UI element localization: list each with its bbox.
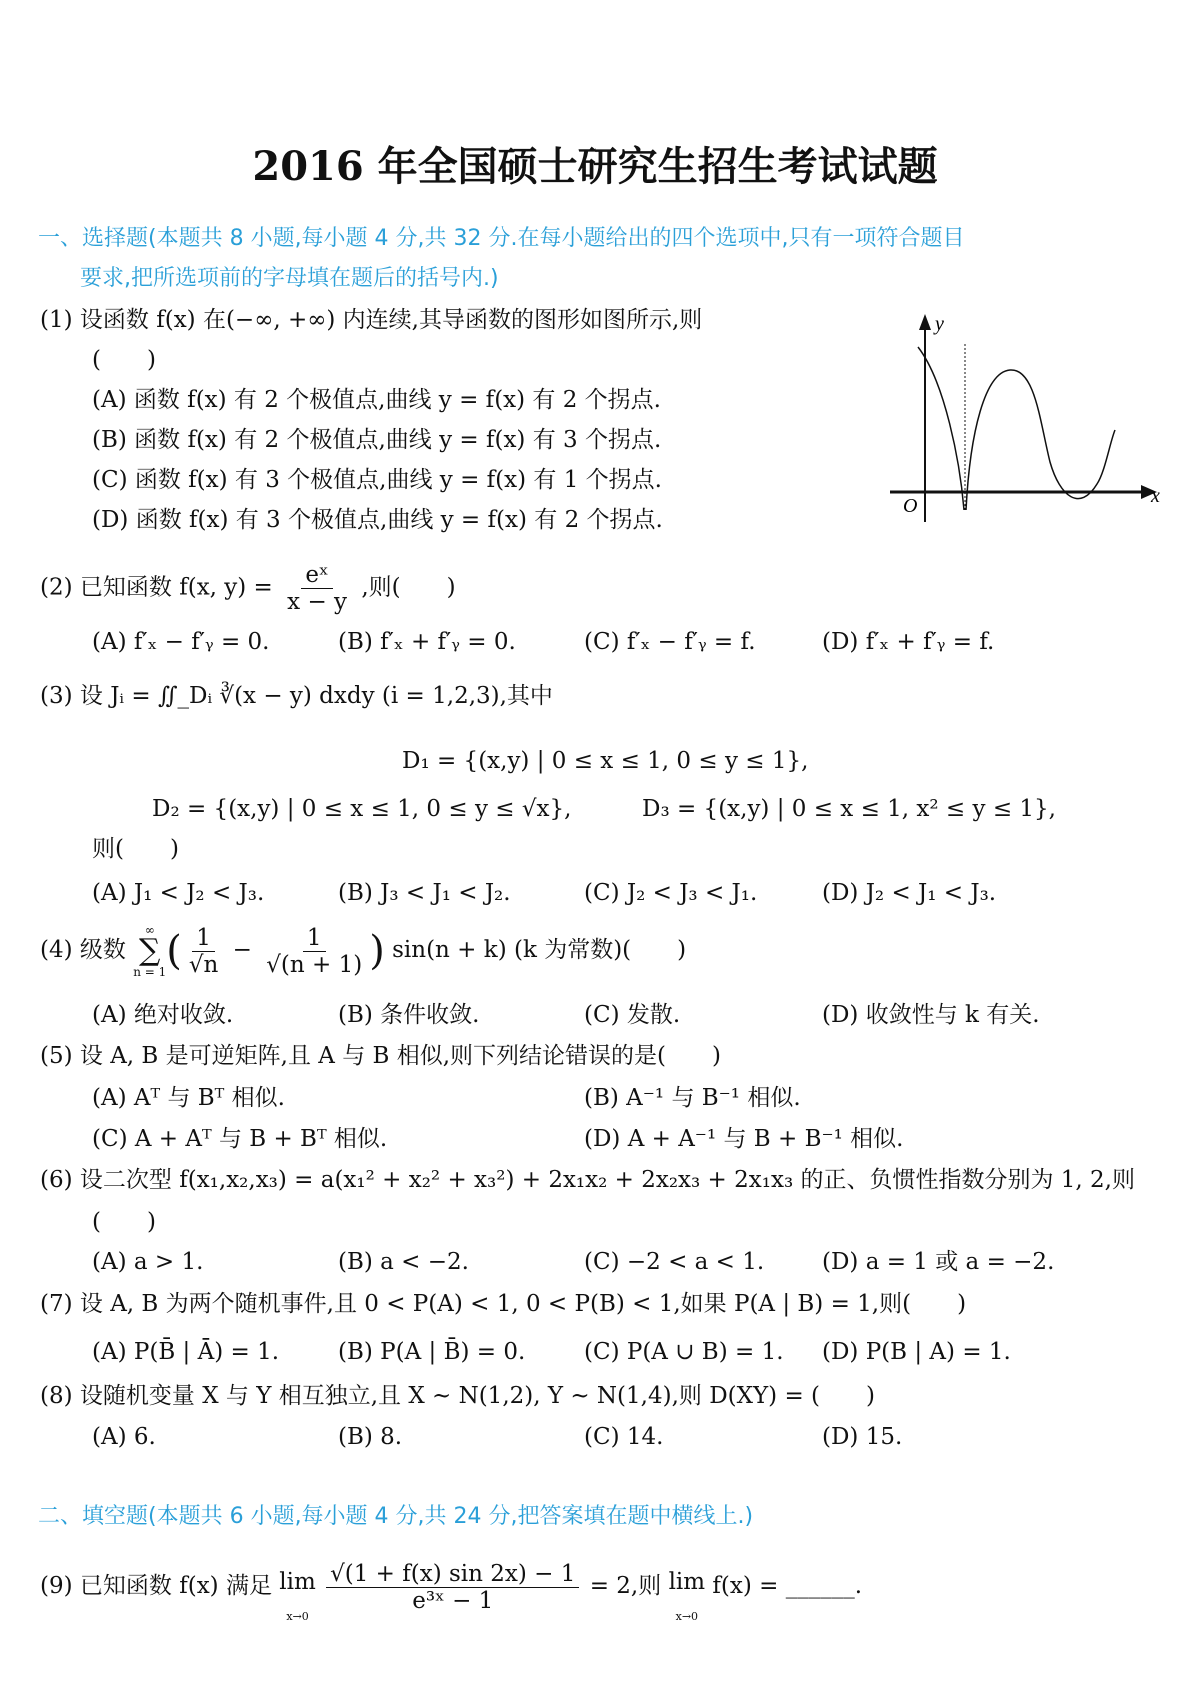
origin-label: O <box>903 495 918 517</box>
q8-option-b: (B) 8. <box>338 1424 403 1450</box>
q7-option-d: (D) P(B | A) = 1. <box>822 1339 1011 1365</box>
q8-option-c: (C) 14. <box>584 1424 664 1450</box>
q4-frac2-num: 1 <box>303 925 326 952</box>
q7-option-b: (B) P(A | B̄) = 0. <box>338 1339 526 1365</box>
q3-d2: D₂ = {(x,y) | 0 ≤ x ≤ 1, 0 ≤ y ≤ √x}, <box>152 796 572 822</box>
q2-fraction <box>283 562 351 615</box>
q2-suffix: ,则( ) <box>361 574 456 601</box>
x-axis-label: x <box>1151 485 1160 507</box>
page-title: 2016 年全国硕士研究生招生考试试题 <box>252 143 938 190</box>
q4-frac1-den: √n <box>188 951 219 978</box>
q9-fraction <box>326 1561 579 1614</box>
q1-option-a: (A) 函数 f(x) 有 2 个极值点,曲线 y = f(x) 有 2 个拐点. <box>92 387 661 413</box>
q2-option-d: (D) f′ₓ + f′ᵧ = f. <box>822 629 995 655</box>
derivative-graph <box>885 312 1165 532</box>
q4-suffix: sin(n + k) (k 为常数)( ) <box>392 937 687 963</box>
q8-stem: (8) 设随机变量 X 与 Y 相互独立,且 X ~ N(1,2), Y ~ N(1,4),则 D(XY) = ( ) <box>40 1383 875 1409</box>
q4-frac1 <box>185 925 222 978</box>
q1-option-d: (D) 函数 f(x) 有 3 个极值点,曲线 y = f(x) 有 2 个拐点. <box>92 507 663 533</box>
sum-upper: ∞ <box>144 923 155 937</box>
q6-answer-blank: ( ) <box>92 1209 156 1235</box>
q4-frac1-num: 1 <box>192 925 215 952</box>
q9-stem <box>40 1552 862 1622</box>
section1-heading: 一、选择题(本题共 8 小题,每小题 4 分,共 32 分.在每小题给出的四个选项中,只有一项符合题目 <box>38 226 965 251</box>
q9-limit2 <box>669 1552 706 1622</box>
section1-heading-cont: 要求,把所选项前的字母填在题后的括号内.) <box>80 266 499 291</box>
curve-right <box>966 370 1115 510</box>
q3-d1: D₁ = {(x,y) | 0 ≤ x ≤ 1, 0 ≤ y ≤ 1}, <box>402 748 809 774</box>
q9-numerator: √(1 + f(x) sin 2x) − 1 <box>326 1561 579 1588</box>
q3-option-a: (A) J₁ < J₂ < J₃. <box>92 880 265 906</box>
q4-summation: ∞ ∑ n = 1 <box>133 923 167 979</box>
q9-denominator: e³ˣ − 1 <box>412 1587 494 1614</box>
q4-prefix: (4) 级数 <box>40 937 126 963</box>
q7-option-a: (A) P(B̄ | Ā) = 1. <box>92 1339 280 1365</box>
q3-option-b: (B) J₃ < J₁ < J₂. <box>338 880 511 906</box>
q6-option-b: (B) a < −2. <box>338 1249 469 1275</box>
q2-prefix: (2) 已知函数 f(x, y) = <box>40 574 273 601</box>
q8-option-a: (A) 6. <box>92 1424 156 1450</box>
q2-option-b: (B) f′ₓ + f′ᵧ = 0. <box>338 629 516 655</box>
q5-option-c: (C) A + Aᵀ 与 B + Bᵀ 相似. <box>92 1126 388 1152</box>
q2-option-c: (C) f′ₓ − f′ᵧ = f. <box>584 629 756 655</box>
q4-option-d: (D) 收敛性与 k 有关. <box>822 1002 1040 1028</box>
q1-answer-blank: ( ) <box>92 347 156 373</box>
q8-option-d: (D) 15. <box>822 1424 903 1450</box>
q1-stem: (1) 设函数 f(x) 在(−∞, +∞) 内连续,其导函数的图形如图所示,则 <box>40 307 703 333</box>
y-axis-arrow-icon <box>919 314 931 330</box>
q7-stem: (7) 设 A, B 为两个随机事件,且 0 < P(A) < 1, 0 < P(B) < 1,如果 P(A | B) = 1,则( ) <box>40 1291 967 1317</box>
q4-option-a: (A) 绝对收敛. <box>92 1002 234 1028</box>
q9-mid: = 2,则 <box>589 1573 662 1599</box>
q2-numerator: eˣ <box>301 562 332 589</box>
q6-option-a: (A) a > 1. <box>92 1249 204 1275</box>
q2-stem <box>40 562 456 615</box>
q4-option-b: (B) 条件收敛. <box>338 1002 480 1028</box>
q4-option-c: (C) 发散. <box>584 1002 681 1028</box>
q5-option-a: (A) Aᵀ 与 Bᵀ 相似. <box>92 1085 285 1111</box>
q4-frac2 <box>262 925 366 978</box>
lim-sub: x→0 <box>675 1610 699 1623</box>
lim-label: lim <box>668 1569 706 1595</box>
q5-option-d: (D) A + A⁻¹ 与 B + B⁻¹ 相似. <box>584 1126 904 1152</box>
lim-sub: x→0 <box>286 1610 309 1623</box>
q2-option-a: (A) f′ₓ − f′ᵧ = 0. <box>92 629 270 655</box>
q3-stem: (3) 设 Jᵢ = ∬_Dᵢ ∛(x − y) dxdy (i = 1,2,3),其中 <box>40 683 553 709</box>
q4-stem: (4) 级数 ∞ ∑ n = 1 ( $\frac{1}{√n}$ − $\frac{1}{√(n + 1)}$ ) sin(n + k) (k 为常数)( ) <box>40 923 687 979</box>
q5-option-b: (B) A⁻¹ 与 B⁻¹ 相似. <box>584 1085 801 1111</box>
q6-stem: (6) 设二次型 f(x₁,x₂,x₃) = a(x₁² + x₂² + x₃²) + 2x₁x₂ + 2x₂x₃ + 2x₁x₃ 的正、负惯性指数分别为 1, 2,则 <box>40 1167 1135 1193</box>
q9-answer-blank[interactable]: f(x) = ______. <box>712 1573 863 1599</box>
q6-option-c: (C) −2 < a < 1. <box>584 1249 765 1275</box>
q3-option-c: (C) J₂ < J₃ < J₁. <box>584 880 758 906</box>
q2-denominator: x − y <box>287 589 348 615</box>
q7-option-c: (C) P(A ∪ B) = 1. <box>584 1339 784 1365</box>
q3-option-d: (D) J₂ < J₁ < J₃. <box>822 880 997 906</box>
section2-heading: 二、填空题(本题共 6 小题,每小题 4 分,共 24 分,把答案填在题中横线上.) <box>38 1504 754 1529</box>
q4-frac2-den: √(n + 1) <box>266 951 363 978</box>
q1-option-c: (C) 函数 f(x) 有 3 个极值点,曲线 y = f(x) 有 1 个拐点. <box>92 467 662 493</box>
q1-option-b: (B) 函数 f(x) 有 2 个极值点,曲线 y = f(x) 有 3 个拐点. <box>92 427 662 453</box>
lim-label: lim <box>279 1569 316 1595</box>
q3-d3: D₃ = {(x,y) | 0 ≤ x ≤ 1, x² ≤ y ≤ 1}, <box>642 796 1056 822</box>
sum-lower: n = 1 <box>133 965 167 979</box>
q5-stem: (5) 设 A, B 是可逆矩阵,且 A 与 B 相似,则下列结论错误的是( ) <box>40 1043 721 1069</box>
derivative-graph-svg <box>885 312 1165 532</box>
q3-then: 则( ) <box>92 836 179 862</box>
q9-limit <box>279 1552 316 1622</box>
q9-prefix: (9) 已知函数 f(x) 满足 <box>40 1573 272 1599</box>
y-axis-label: y <box>935 313 944 335</box>
q6-option-d: (D) a = 1 或 a = −2. <box>822 1249 1055 1275</box>
